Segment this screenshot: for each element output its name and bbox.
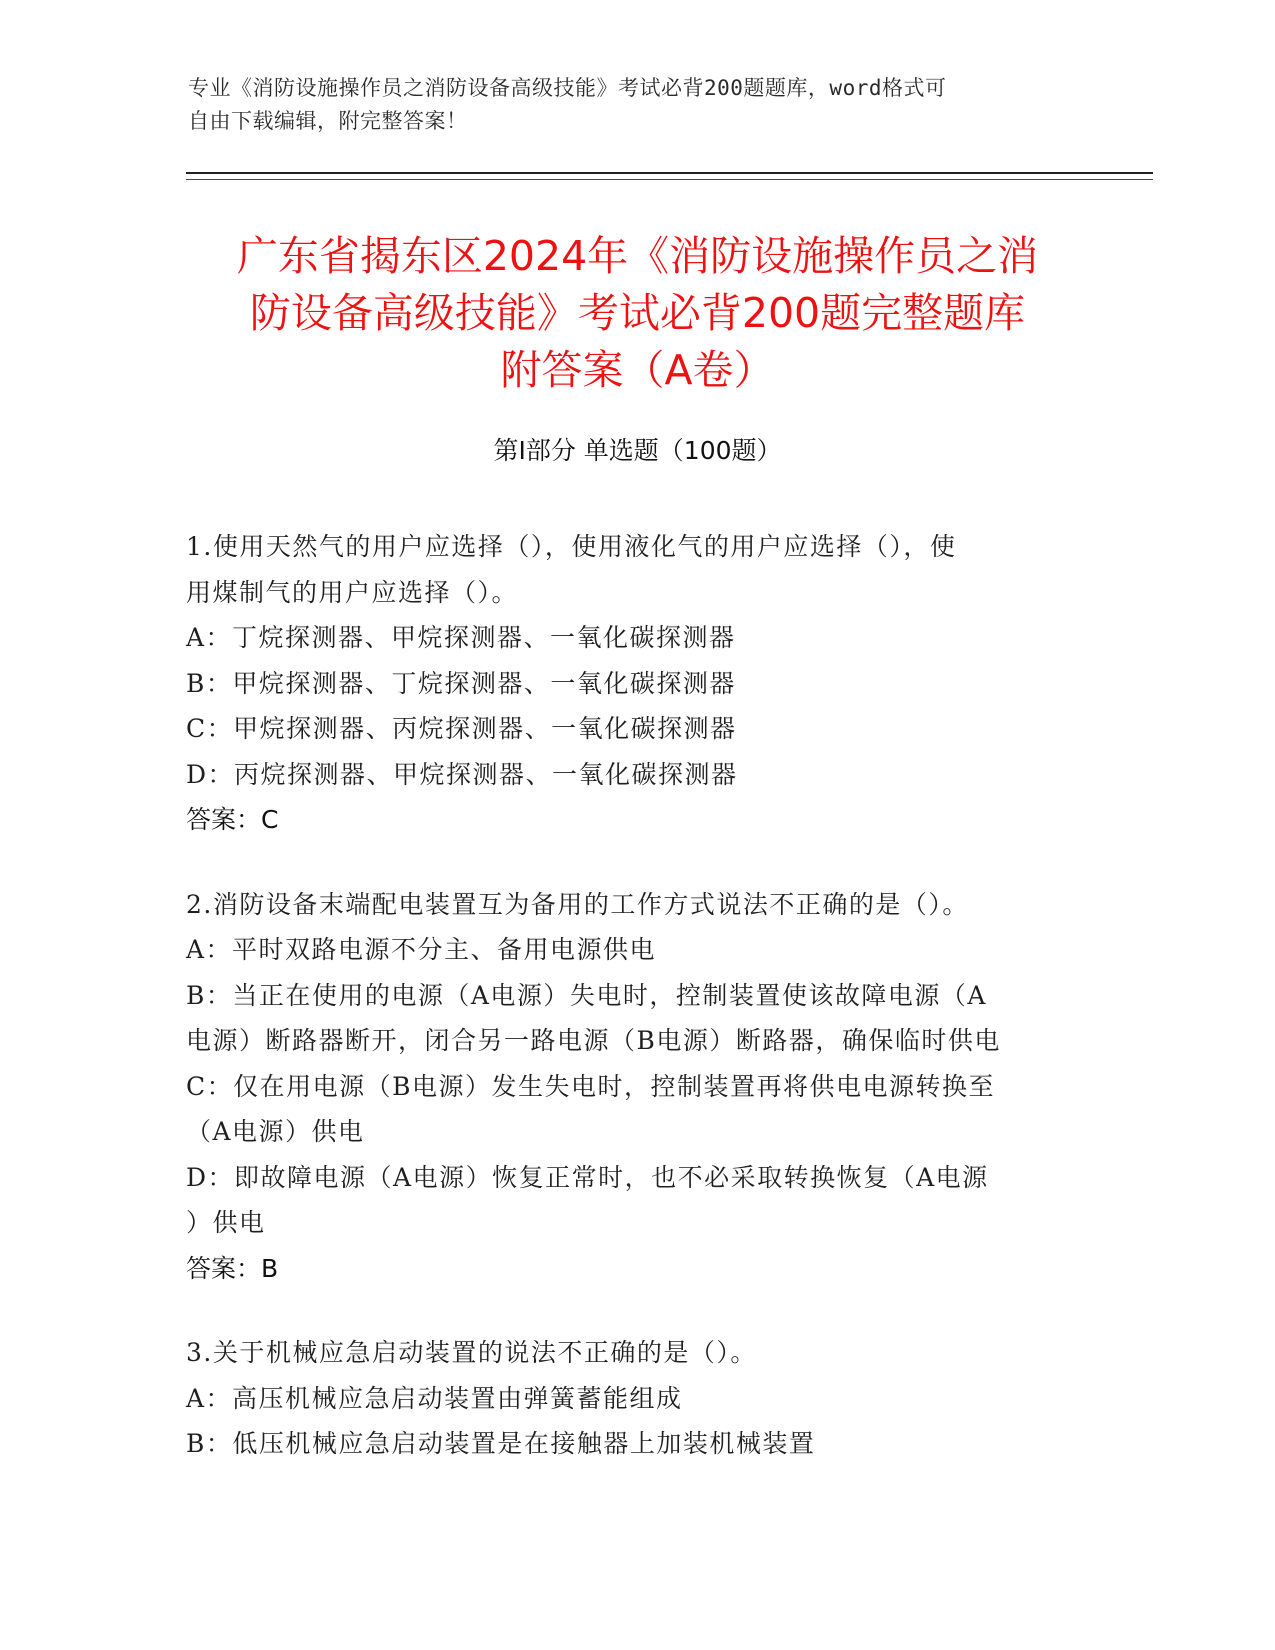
title-line: 广东省揭东区2024年《消防设施操作员之消 — [236, 232, 1039, 280]
answer: 答案：B — [186, 1253, 279, 1283]
option-d: D：丙烷探测器、甲烷探测器、一氧化碳探测器 — [186, 759, 738, 789]
option-c: C：仅在用电源（B电源）发生失电时，控制装置再将供电电源转换至 — [186, 1071, 996, 1101]
header-note — [188, 72, 1088, 138]
header-note-line: 自由下载编辑，附完整答案！ — [188, 109, 468, 133]
option-d-continued: ）供电 — [186, 1208, 266, 1237]
question-text: 3.关于机械应急启动装置的说法不正确的是（）。 — [186, 1338, 757, 1367]
question-text: 2.消防设备末端配电装置互为备用的工作方式说法不正确的是（）。 — [186, 889, 969, 919]
section-title: 第I部分 单选题（100题） — [493, 436, 782, 465]
document-title — [160, 228, 1115, 399]
header-note-line: 专业《消防设施操作员之消防设备高级技能》考试必背200题题库，word格式可 — [188, 76, 947, 100]
option-c: C：甲烷探测器、丙烷探测器、一氧化碳探测器 — [186, 714, 737, 743]
answer: 答案：C — [186, 805, 279, 834]
header-rule-thick — [186, 172, 1153, 174]
question-text: 用煤制气的用户应选择（）。 — [186, 577, 519, 607]
option-b: B：低压机械应急启动装置是在接触器上加装机械装置 — [186, 1429, 816, 1458]
question-item — [186, 1330, 1081, 1467]
header-rule-thin — [186, 179, 1153, 180]
option-a: A：高压机械应急启动装置由弹簧蓄能组成 — [186, 1383, 683, 1413]
option-a: A：平时双路电源不分主、备用电源供电 — [186, 935, 657, 964]
title-line: 附答案（A卷） — [500, 346, 775, 394]
question-item — [186, 882, 1081, 1292]
option-b: B：甲烷探测器、丁烷探测器、一氧化碳探测器 — [186, 668, 736, 698]
question-text: 1.使用天然气的用户应选择（），使用液化气的用户应选择（），使 — [186, 532, 957, 561]
option-a: A：丁烷探测器、甲烷探测器、一氧化碳探测器 — [186, 623, 736, 652]
option-c-continued: （A电源）供电 — [186, 1117, 365, 1146]
option-b-continued: 电源）断路器断开，闭合另一路电源（B电源）断路器，确保临时供电 — [186, 1026, 1001, 1055]
title-line: 防设备高级技能》考试必背200题完整题库 — [249, 289, 1026, 337]
option-d: D：即故障电源（A电源）恢复正常时，也不必采取转换恢复（A电源 — [186, 1162, 989, 1192]
option-b: B：当正在使用的电源（A电源）失电时，控制装置使该故障电源（A — [186, 980, 987, 1010]
question-item — [186, 524, 1081, 843]
question-list — [186, 524, 1081, 1506]
